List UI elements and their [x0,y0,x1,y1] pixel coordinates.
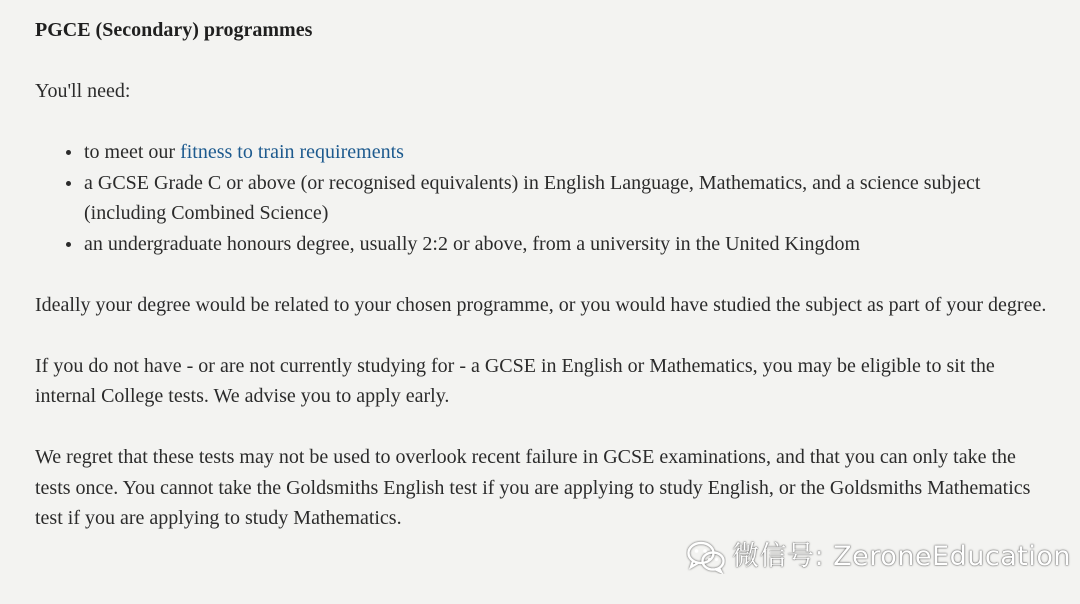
college-tests-paragraph: If you do not have - or are not currently studying for - a GCSE in English or Mathematics, you may be eligible to sit the internal College tests. We advise you to apply early. [35,354,995,407]
spacer [35,320,1050,351]
section-heading: PGCE (Secondary) programmes [35,19,313,41]
article-content [35,15,1050,534]
watermark [686,537,1071,577]
list-item: an undergraduate honours degree, usually 2:2 or above, from a university in the United Kingdom [35,229,1050,260]
list-item-text: to meet our [84,141,181,163]
spacer [35,107,1050,138]
requirements-list [35,137,1050,259]
regret-paragraph: We regret that these tests may not be used to overlook recent failure in GCSE examinations, and that you can only take the tests once. You cannot take the Goldsmiths English test if you are applying to study English, or the Goldsmiths Mathematics test if you are applying to study Mathematics. [35,446,1031,529]
list-item [35,137,1050,168]
watermark-text: 微信号: ZeroneEducation [732,540,1071,572]
spacer [35,259,1050,290]
degree-paragraph: Ideally your degree would be related to your chosen programme, or you would have studied the subject as part of your degree. [35,293,1047,316]
wechat-icon [686,540,726,574]
spacer [35,46,1050,77]
list-item: a GCSE Grade C or above (or recognised equivalents) in English Language, Mathematics, and a science subject (including Combined Science) [35,168,1050,229]
spacer [35,412,1050,443]
intro-text: You'll need: [35,80,131,102]
fitness-to-train-link[interactable]: fitness to train requirements [180,141,404,163]
